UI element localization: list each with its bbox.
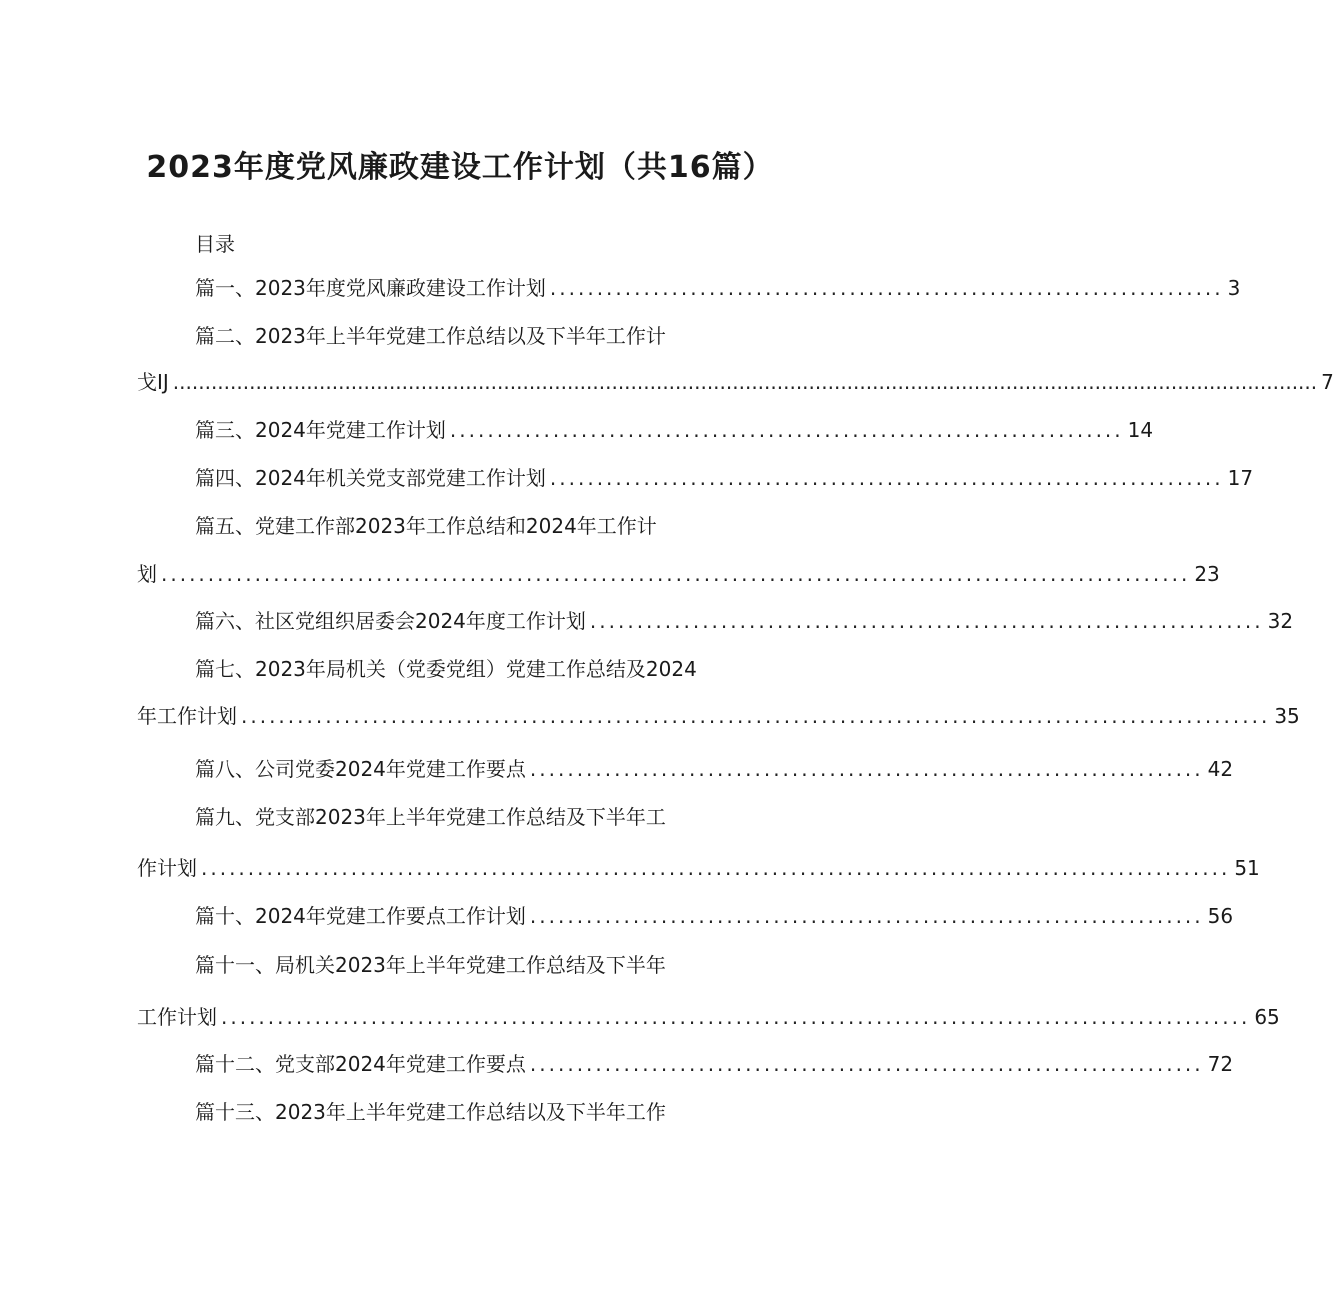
toc-entry-continuation[interactable]	[137, 854, 1260, 882]
toc-entry[interactable]	[195, 803, 666, 831]
toc-entry-title: 篇一、2023年度党风廉政建设工作计划	[195, 276, 546, 300]
toc-entry-title: 篇五、党建工作部2023年工作总结和2024年工作计	[195, 514, 657, 538]
toc-page-number: 51	[1234, 856, 1260, 880]
toc-entry-title: 篇二、2023年上半年党建工作总结以及下半年工作计	[195, 324, 666, 348]
leader-dots: ..............................................................................................................	[241, 704, 1271, 728]
leader-dots: ..............................................................................................................	[221, 1005, 1251, 1029]
toc-entry[interactable]	[195, 464, 1254, 492]
toc-entry-title: 篇十二、党支部2024年党建工作要点	[195, 1052, 526, 1076]
toc-entry[interactable]	[195, 274, 1241, 302]
toc-heading: 目录	[195, 232, 235, 256]
toc-entry[interactable]	[195, 655, 697, 683]
document-title: 2023年度党风廉政建设工作计划（共16篇）	[146, 150, 774, 185]
toc-entry[interactable]	[195, 512, 657, 540]
toc-page-number: 3	[1227, 276, 1241, 300]
toc-entry-title: 篇三、2024年党建工作计划	[195, 418, 446, 442]
toc-entry-title: 篇十、2024年党建工作要点工作计划	[195, 904, 526, 928]
toc-entry-continuation[interactable]	[137, 560, 1220, 588]
leader-dots: ........................................................................	[549, 276, 1224, 300]
toc-entry-title: 篇四、2024年机关党支部党建工作计划	[195, 466, 546, 490]
toc-entry-title-cont: 工作计划	[137, 1005, 217, 1029]
toc-page-number: 32	[1267, 609, 1294, 633]
toc-entry-continuation[interactable]	[137, 702, 1300, 730]
toc-page-number: 23	[1194, 562, 1220, 586]
toc-entry-continuation[interactable]	[137, 368, 1334, 396]
toc-page-number: 72	[1207, 1052, 1234, 1076]
toc-entry[interactable]	[195, 1050, 1234, 1078]
toc-entry[interactable]	[195, 322, 666, 350]
toc-entry-title-cont: 年工作计划	[137, 704, 237, 728]
toc-page-number: 35	[1274, 704, 1300, 728]
toc-entry-title: 篇七、2023年局机关（党委党组）党建工作总结及2024	[195, 657, 697, 681]
leader-dots: ........................................................................	[529, 1052, 1204, 1076]
leader-dots: ........................................................................	[589, 609, 1264, 633]
toc-entry[interactable]	[195, 607, 1294, 635]
leader-dots: ........................................................................	[549, 466, 1224, 490]
toc-page-number: 17	[1227, 466, 1254, 490]
toc-page-number: 42	[1207, 757, 1234, 781]
toc-entry[interactable]	[195, 1098, 666, 1126]
toc-entry[interactable]	[195, 951, 666, 979]
toc-entry-title-cont: 戈IJ	[137, 370, 169, 394]
toc-entry-continuation[interactable]	[137, 1003, 1280, 1031]
toc-page-number: 65	[1254, 1005, 1280, 1029]
toc-entry-title: 篇十三、2023年上半年党建工作总结以及下半年工作	[195, 1100, 666, 1124]
toc-entry-title-cont: 划	[137, 562, 157, 586]
toc-entry-title: 篇八、公司党委2024年党建工作要点	[195, 757, 526, 781]
toc-entry[interactable]	[195, 902, 1234, 930]
toc-page-number: 14	[1127, 418, 1154, 442]
toc-entry-title: 篇九、党支部2023年上半年党建工作总结及下半年工	[195, 805, 666, 829]
toc-entry[interactable]	[195, 416, 1154, 444]
leader-dots: ........................................................................	[529, 757, 1204, 781]
leader-dots: ........................................................................	[529, 904, 1204, 928]
leader-dots: ........................................................................	[449, 418, 1124, 442]
toc-page-number: 7	[1321, 370, 1334, 394]
toc-entry[interactable]	[195, 755, 1234, 783]
leader-dots: ..............................................................................................................	[161, 562, 1191, 586]
toc-entry-title: 篇十一、局机关2023年上半年党建工作总结及下半年	[195, 953, 666, 977]
toc-entry-title-cont: 作计划	[137, 856, 197, 880]
leader-dots: ..............................................................................................................	[201, 856, 1231, 880]
leader-dots: ....................................................................................................................................................................................	[172, 370, 1318, 394]
toc-page-number: 56	[1207, 904, 1234, 928]
toc-entry-title: 篇六、社区党组织居委会2024年度工作计划	[195, 609, 586, 633]
